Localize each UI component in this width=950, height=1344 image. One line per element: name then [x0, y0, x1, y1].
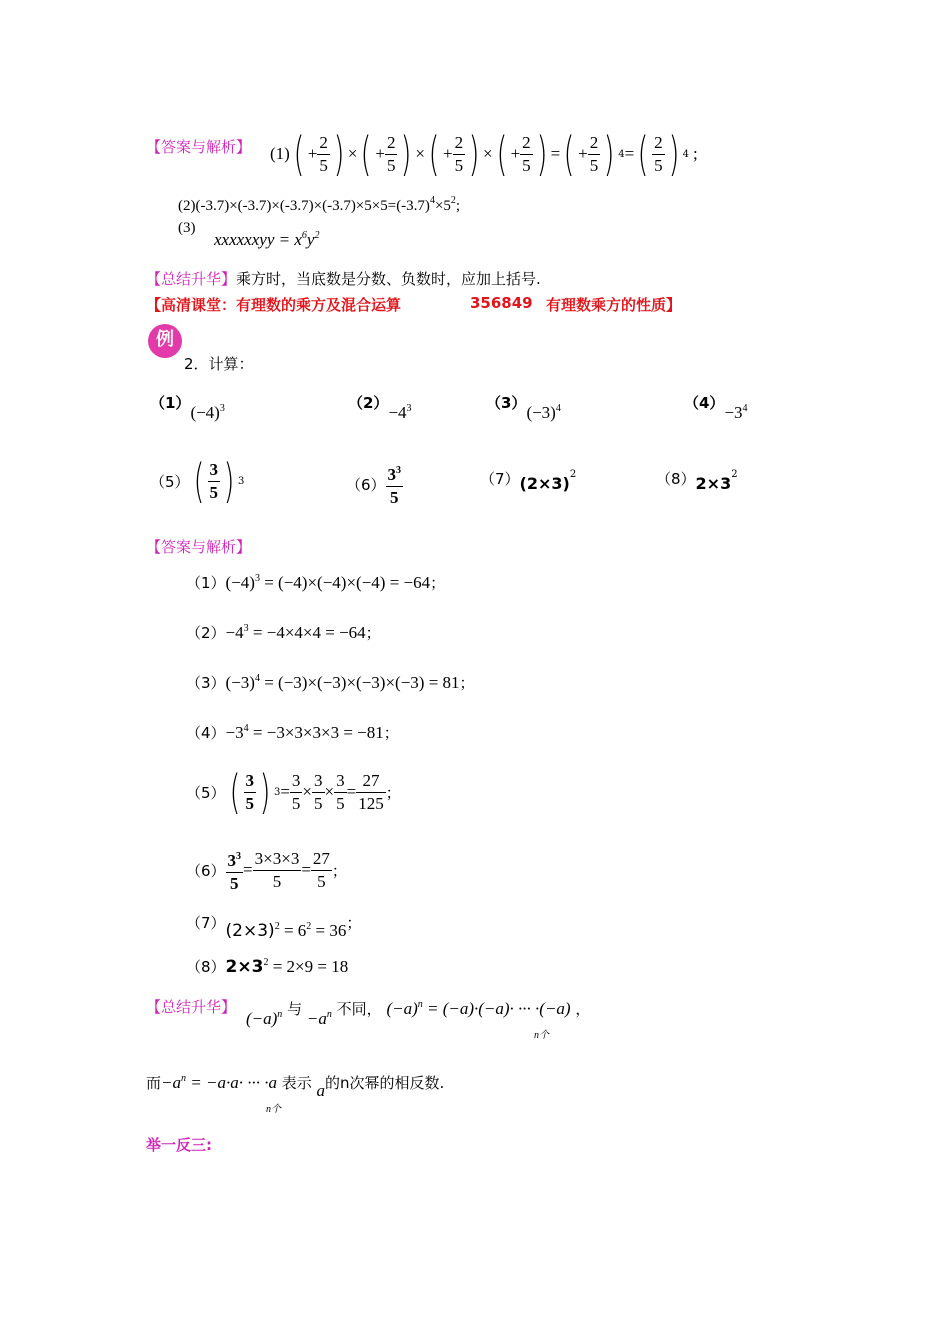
answer-2: $(2)-4^3 = -4\times 4\times 4 = -64$；: [186, 623, 381, 642]
fraction: $\frac{2}{5}$: [522, 132, 531, 175]
summary-1: 【总结升华】乘方时，当底数是分数、负数时，应加上括号.: [146, 270, 541, 288]
highlight-code: 356849: [470, 294, 533, 312]
q6: （6） $\frac{3^3}{5}$: [346, 460, 403, 509]
juyi-fansan: 举一反三:: [146, 1136, 212, 1154]
fraction: $\frac{2}{5}$: [319, 132, 328, 175]
example-badge-icon: 例: [148, 324, 182, 358]
answer-7: $(7)(2\times 3)^2 = 6^2 = 36$；: [186, 914, 362, 941]
answer-6: （6） $\frac{3^3}{5}$ = $\frac{3\times 3\times 3}{5}$ = $\frac{27}{5}$ ；: [186, 842, 347, 898]
highlight-topic: 有理数乘方的性质】: [546, 296, 682, 314]
fraction: $\frac{2}{5}$: [589, 132, 599, 175]
fraction: $\frac{2}{5}$: [454, 132, 464, 175]
summary-label-2: 【总结升华】: [146, 998, 237, 1016]
summary-2-line1: $(-a)^n$ 与 $-a^n$ 不同， $(-a)^n = (-a)\cdot(-a)\cdot$ ··· ·(−a) ，: [246, 999, 591, 1028]
part1-line2: $(2)(-3.7)\times(-3.7)\times(-3.7)\times(-3.7)\times 5\times 5=(-3.7)^4\times 5^2$;: [178, 195, 461, 214]
q4: $(4)-3^4$: [684, 394, 748, 422]
part1-num: (1): [270, 144, 290, 163]
answer-3: $(3)(-3)^4 = (-3)\times(-3)\times(-3)\times(-3) = 81$；: [186, 673, 475, 692]
part1-line3-expr: xxxxxxyy = $x^6y^2$: [214, 230, 320, 249]
part1-equation: (1) ( + $\frac{2}{5}$ ) × ( + $\frac{2}{5}$ ) × ( + $\frac{2}{5}$ ) × ( + $\frac{2}{5}$ ) = ( + $\frac{2}{5}$ ) 4 = ( $\frac{2}{5}$ ) 4 ;: [270, 127, 698, 181]
q3: $(3)(-3)^4$: [486, 394, 561, 422]
underbrace-label-2: n个: [266, 1104, 281, 1115]
q1: $(1)(-4)^3$: [150, 394, 225, 422]
q8: $(8)2\times 3^2$: [656, 469, 738, 493]
answer-label-2: 【答案与解析】: [146, 538, 252, 556]
q7: $(7)(2\times 3)^2$: [480, 469, 577, 493]
answer-1: $(1)(-4)^3 = (-4)\times(-4)\times(-4) = -64$；: [186, 573, 446, 592]
answer-8: $(8)2\times 3^2 = 2\times 9 = 18$: [186, 957, 349, 977]
q2: $(2)-4^3$: [348, 394, 412, 422]
answer-label-1: 【答案与解析】: [146, 138, 252, 156]
answer-4: $(4)-3^4 = -3\times 3\times 3\times 3 = -81$；: [186, 723, 399, 742]
summary-2-line2: 而$-a^n = -a\cdot a\cdot$ ··· ·a 表示 a的n次幂的相反数.: [146, 1073, 445, 1100]
fraction: $\frac{2}{5}$: [386, 132, 396, 175]
part1-line3-num: (3): [178, 220, 196, 236]
answer-5: （5） ( $\frac{3}{5}$ ) 3 = $\frac{3}{5}$ × $\frac{3}{5}$ × $\frac{3}{5}$ = $\frac{27}{125}$ ；: [186, 765, 401, 819]
fraction: $\frac{2}{5}$: [654, 132, 663, 175]
q5: （5） ( $\frac{3}{5}$ ) 3: [150, 454, 245, 508]
highlight-title: 【高清课堂：有理数的乘方及混合运算: [146, 296, 402, 314]
underbrace-label-1: n个: [534, 1030, 549, 1041]
example-title: 2．计算：: [184, 355, 254, 373]
